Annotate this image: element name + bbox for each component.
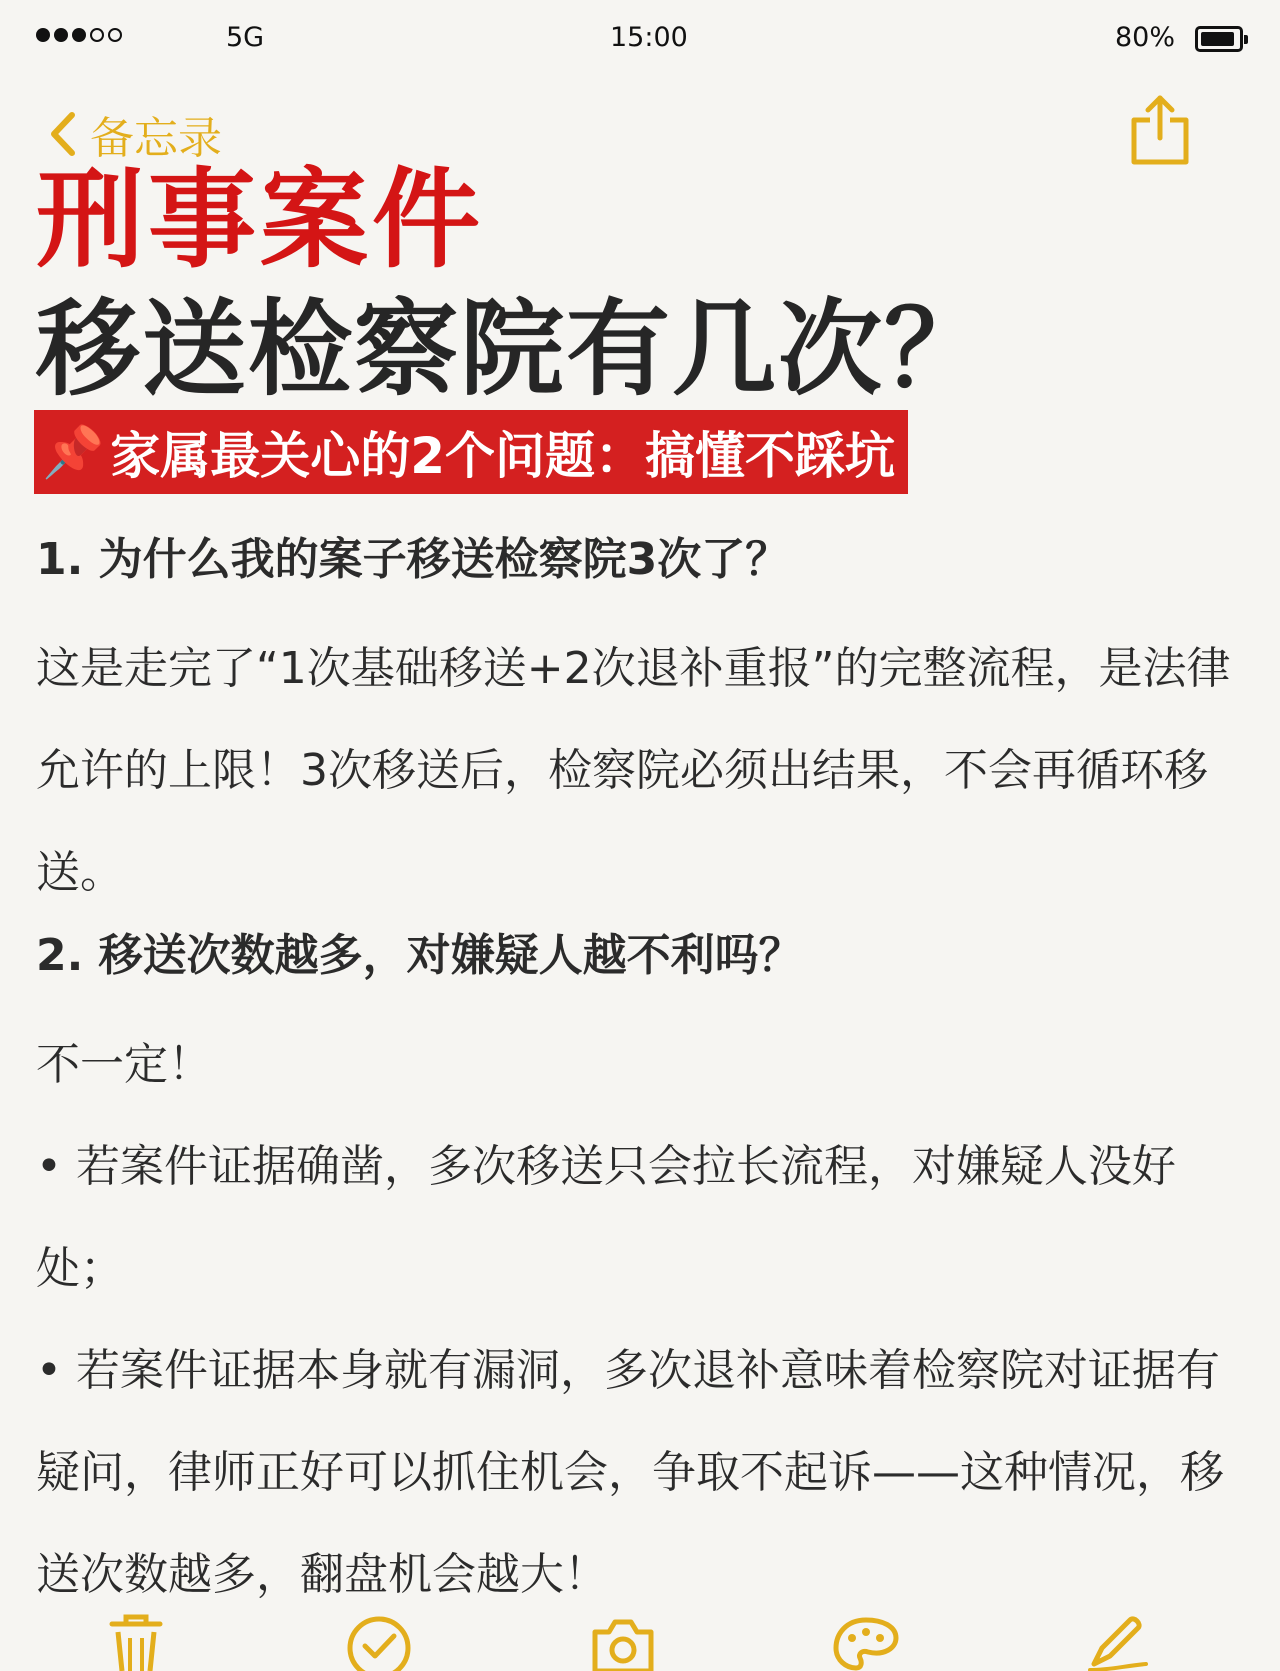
bullet-1: • 若案件证据确凿，多次移送只会拉长流程，对嫌疑人没好处； [36,1141,1176,1294]
back-button[interactable] [48,102,222,166]
checklist-icon[interactable] [343,1612,415,1671]
battery-percent: 80% [1115,22,1176,53]
note-title-line1: 刑事案件 [36,158,485,283]
note-body[interactable] [36,532,1248,1626]
banner-text: 家属最关心的2个问题：搞懂不踩坑 [110,427,896,485]
trash-icon[interactable] [100,1612,172,1671]
chevron-left-icon [48,111,78,157]
question-2: 2. 移送次数越多，对嫌疑人越不利吗？ [36,930,803,981]
highlight-banner [34,410,908,494]
camera-icon[interactable] [587,1612,659,1671]
answer-2: 不一定！ [36,1039,212,1090]
back-label: 备忘录 [90,113,222,164]
pushpin-icon: 📌 [42,422,105,481]
bullet-2: • 若案件证据本身就有漏洞，多次退补意味着检察院对证据有疑问，律师正好可以抓住机会，争取不起诉——这种情况，移送次数越多，翻盘机会越大！ [36,1345,1224,1600]
pen-icon[interactable] [1080,1612,1152,1671]
share-icon[interactable] [1128,92,1192,166]
signal-strength-icon [36,28,122,42]
note-title-line2: 移送检察院有几次？ [36,288,991,410]
question-1: 1. 为什么我的案子移送检察院3次了？ [36,534,790,585]
status-bar [0,18,1280,58]
bottom-toolbar [0,1612,1280,1671]
network-type: 5G [226,22,265,53]
answer-1: 这是走完了“1次基础移送+2次退补重报”的完整流程，是法律允许的上限！3次移送后，检察院必须出结果，不会再循环移送。 [36,643,1231,898]
battery-icon [1195,26,1243,52]
palette-icon[interactable] [830,1612,902,1671]
clock: 15:00 [610,22,688,53]
